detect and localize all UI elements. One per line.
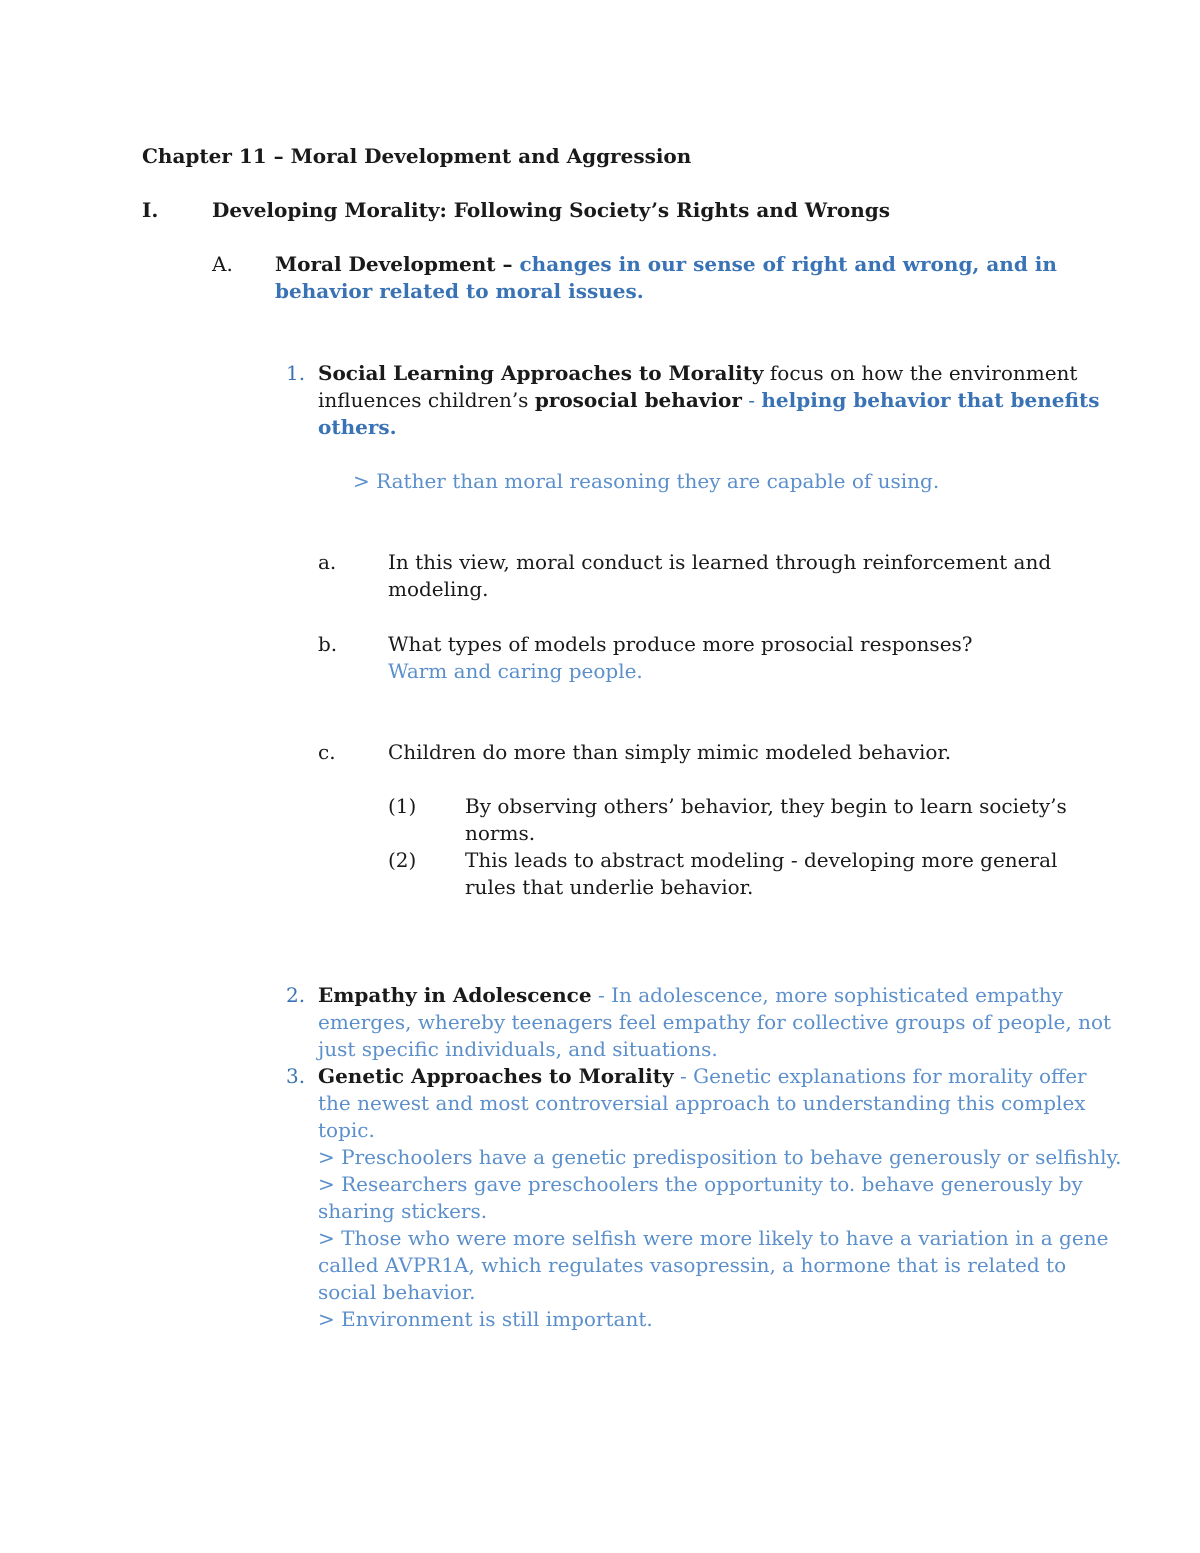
item-1-line3: others. [318, 415, 397, 439]
item-c-marker: c. [318, 740, 336, 764]
item-b-answer: Warm and caring people. [388, 659, 643, 683]
term-empathy: Empathy in Adolescence [318, 983, 592, 1007]
item-c1-marker: (1) [388, 794, 417, 818]
term-genetic: Genetic Approaches to Morality [318, 1064, 674, 1088]
item-a-line2: modeling. [388, 577, 489, 601]
chapter-title: Chapter 11 – Moral Development and Aggression [142, 144, 692, 168]
item-c1-line1: By observing others’ behavior, they begin to learn society’s [465, 794, 1067, 818]
item-a-marker: a. [318, 550, 337, 574]
item-3-line4: > Preschoolers have a genetic predisposition to behave generously or selfishly. [318, 1145, 1122, 1169]
item-3-line1 [318, 1063, 1087, 1090]
item-2-line2: emerges, whereby teenagers feel empathy for collective groups of people, not [318, 1010, 1112, 1034]
item-b-question: What types of models produce more prosocial responses? [388, 632, 973, 656]
item-1-line1 [318, 360, 1077, 387]
item-3-marker: 3. [286, 1064, 306, 1088]
term-moral-development: Moral Development [275, 252, 496, 276]
text: influences children’s [318, 388, 535, 412]
definition: helping behavior that benefits [761, 388, 1100, 412]
item-c-text: Children do more than simply mimic modeled behavior. [388, 740, 952, 764]
text: In adolescence, more sophisticated empathy [611, 983, 1063, 1007]
item-1-line2 [318, 387, 1100, 414]
item-3-line5: > Researchers gave preschoolers the opportunity to. behave generously by [318, 1172, 1083, 1196]
item-a-upper-marker: A. [212, 252, 233, 276]
item-3-line7: > Those who were more selfish were more likely to have a variation in a gene [318, 1226, 1109, 1250]
item-a-upper-line1 [275, 251, 1057, 278]
dash: - [591, 983, 612, 1007]
term-prosocial-behavior: prosocial behavior [534, 388, 742, 412]
item-a-upper-line2: behavior related to moral issues. [275, 279, 644, 303]
item-3-line9: social behavior. [318, 1280, 476, 1304]
item-3-line3: topic. [318, 1118, 375, 1142]
item-c2-line2: rules that underlie behavior. [465, 875, 754, 899]
item-2-marker: 2. [286, 983, 306, 1007]
item-c1-line2: norms. [465, 821, 536, 845]
text: focus on how the environment [763, 361, 1078, 385]
dash: - [673, 1064, 694, 1088]
item-c2-line1: This leads to abstract modeling - developing more general [465, 848, 1058, 872]
section-marker: I. [142, 198, 159, 222]
definition: changes in our sense of right and wrong, and in [519, 252, 1057, 276]
item-3-line8: called AVPR1A, which regulates vasopressin, a hormone that is related to [318, 1253, 1067, 1277]
item-1-marker: 1. [286, 361, 306, 385]
term-social-learning: Social Learning Approaches to Morality [318, 361, 764, 385]
item-3-line2: the newest and most controversial approach to understanding this complex [318, 1091, 1086, 1115]
section-title: Developing Morality: Following Society’s Rights and Wrongs [212, 198, 891, 222]
item-1-note: > Rather than moral reasoning they are capable of using. [353, 469, 940, 493]
item-b-marker: b. [318, 632, 338, 656]
dash: – [495, 252, 520, 276]
item-2-line1 [318, 982, 1063, 1009]
item-2-line3: just specific individuals, and situations. [318, 1037, 718, 1061]
dash: - [741, 388, 762, 412]
text: Genetic explanations for morality offer [693, 1064, 1087, 1088]
item-3-line6: sharing stickers. [318, 1199, 488, 1223]
item-c2-marker: (2) [388, 848, 417, 872]
item-3-line10: > Environment is still important. [318, 1307, 653, 1331]
item-a-line1: In this view, moral conduct is learned through reinforcement and [388, 550, 1052, 574]
